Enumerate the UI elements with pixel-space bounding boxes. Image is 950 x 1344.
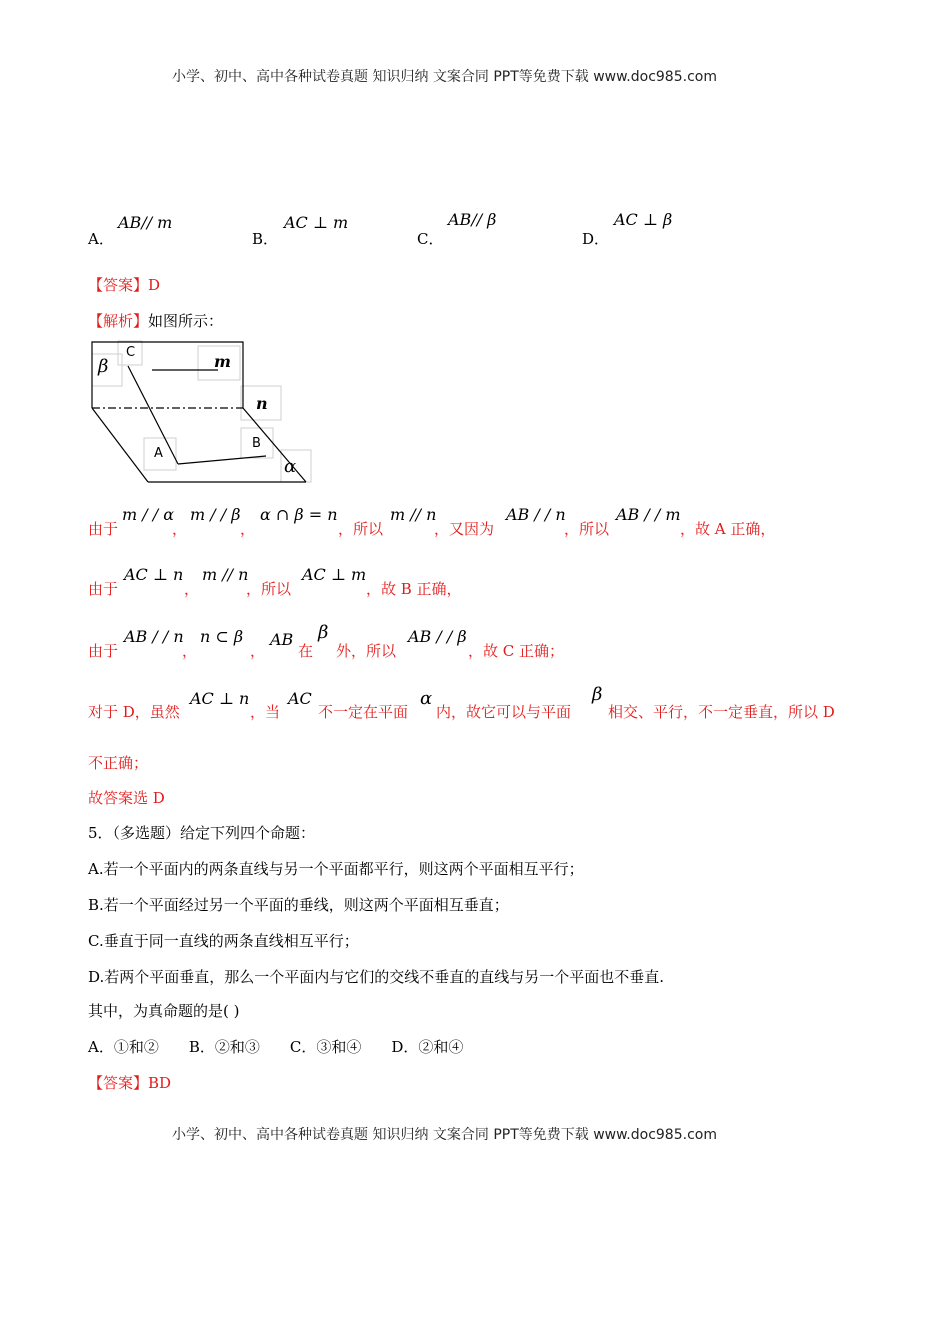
reasoning-line-5: 不正确； (88, 754, 149, 772)
l3-sep-1: ， (182, 642, 198, 660)
l3-math-1: AB / / n (124, 627, 184, 646)
l3-text-1: 由于 (88, 642, 119, 660)
l4-text-5: 相交、平行，不一定垂直，所以 D (608, 703, 835, 721)
answer2-value: BD (148, 1074, 172, 1092)
label-b: B (252, 436, 261, 451)
label-beta: β (98, 356, 109, 377)
l2-math-2: m // n (202, 565, 249, 584)
label-c: C (126, 345, 136, 360)
label-alpha: α (284, 456, 297, 477)
l1-math-5: AB / / n (506, 505, 566, 524)
l1-sep-2: ， (240, 520, 256, 538)
answer-bracket: 【答案】 (88, 276, 149, 294)
label-n: n (256, 394, 268, 413)
l2-math-1: AC ⊥ n (124, 565, 184, 584)
l1-math-2: m / / β (190, 505, 241, 524)
l2-text-2: ，所以 (246, 580, 292, 598)
analysis-bracket: 【解析】 (88, 312, 149, 330)
l2-text-1: 由于 (88, 580, 119, 598)
l4-math-1: AC ⊥ n (190, 689, 250, 708)
answer-line (88, 274, 160, 295)
q5-option-b: B.若一个平面经过另一个平面的垂线，则这两个平面相互垂直； (88, 896, 509, 914)
l3-math-3: AB (270, 630, 294, 649)
geometry-figure (86, 336, 316, 486)
page-footer: 小学、初中、高中各种试卷真题 知识归纳 文案合同 PPT等免费下载 www.doc985.com (172, 1127, 717, 1143)
l1-text-3: ，又因为 (434, 520, 495, 538)
q5-ask: 其中，为真命题的是( ) (88, 1002, 240, 1020)
l3-sep-2: ， (250, 642, 266, 660)
l4-math-2: AC (288, 689, 312, 708)
option-a-label: A． (88, 230, 114, 248)
l4-text-2: ，当 (250, 703, 281, 721)
l3-math-2: n ⊂ β (200, 627, 244, 646)
l2-math-3: AC ⊥ m (302, 565, 367, 584)
option-b-math: AC ⊥ m (284, 213, 349, 232)
l4-math-3: α (420, 688, 433, 709)
l4-text-3: 不一定在平面 (318, 703, 409, 721)
answer-value: D (148, 276, 161, 294)
l2-sep-1: ， (184, 580, 200, 598)
l3-math-5: AB / / β (408, 627, 467, 646)
l4-text-1: 对于 D，虽然 (88, 703, 180, 721)
l3-text-4: ，故 C 正确； (468, 642, 565, 660)
l1-text-5: ，故 A 正确， (680, 520, 776, 538)
l3-text-3: 外，所以 (336, 642, 397, 660)
q5-option-d: D.若两个平面垂直，那么一个平面内与它们的交线不垂直的直线与另一个平面也不垂直. (88, 968, 665, 986)
l4-text-4: 内，故它可以与平面 (436, 703, 572, 721)
option-b-label: B． (252, 230, 279, 248)
planes-diagram (86, 336, 316, 486)
option-d-label: D． (582, 230, 610, 248)
analysis-text: 如图所示： (148, 312, 224, 330)
conclusion-line: 故答案选 D (88, 789, 165, 807)
option-c-math: AB// β (448, 210, 497, 229)
l3-math-4: β (318, 622, 329, 643)
l1-text-1: 由于 (88, 520, 119, 538)
l1-text-2: ，所以 (338, 520, 384, 538)
answer2-bracket: 【答案】 (88, 1074, 149, 1092)
l2-text-3: ，故 B 正确， (366, 580, 462, 598)
option-c-label: C． (417, 230, 444, 248)
option-d-math: AC ⊥ β (614, 210, 673, 229)
l1-math-3: α ∩ β = n (260, 505, 338, 524)
q5-option-c: C.垂直于同一直线的两条直线相互平行； (88, 932, 359, 950)
option-a-math: AB// m (118, 213, 173, 232)
l1-math-4: m // n (390, 505, 437, 524)
l1-math-6: AB / / m (616, 505, 681, 524)
label-m: m (214, 352, 231, 371)
analysis-line (88, 310, 223, 331)
label-a: A (154, 446, 163, 461)
q5-choices: A．①和② B．②和③ C．③和④ D．②和④ (88, 1038, 464, 1056)
l1-math-1: m / / α (122, 505, 175, 524)
answer2-line (88, 1072, 171, 1093)
l1-text-4: ，所以 (564, 520, 610, 538)
page-header: 小学、初中、高中各种试卷真题 知识归纳 文案合同 PPT等免费下载 www.doc985.com (172, 69, 717, 85)
l1-sep-1: ， (172, 520, 188, 538)
l3-text-2: 在 (298, 642, 314, 660)
q5-stem: 5．（多选题）给定下列四个命题： (88, 824, 316, 842)
l4-math-4: β (592, 684, 603, 705)
q5-option-a: A.若一个平面内的两条直线与另一个平面都平行，则这两个平面相互平行； (88, 860, 584, 878)
